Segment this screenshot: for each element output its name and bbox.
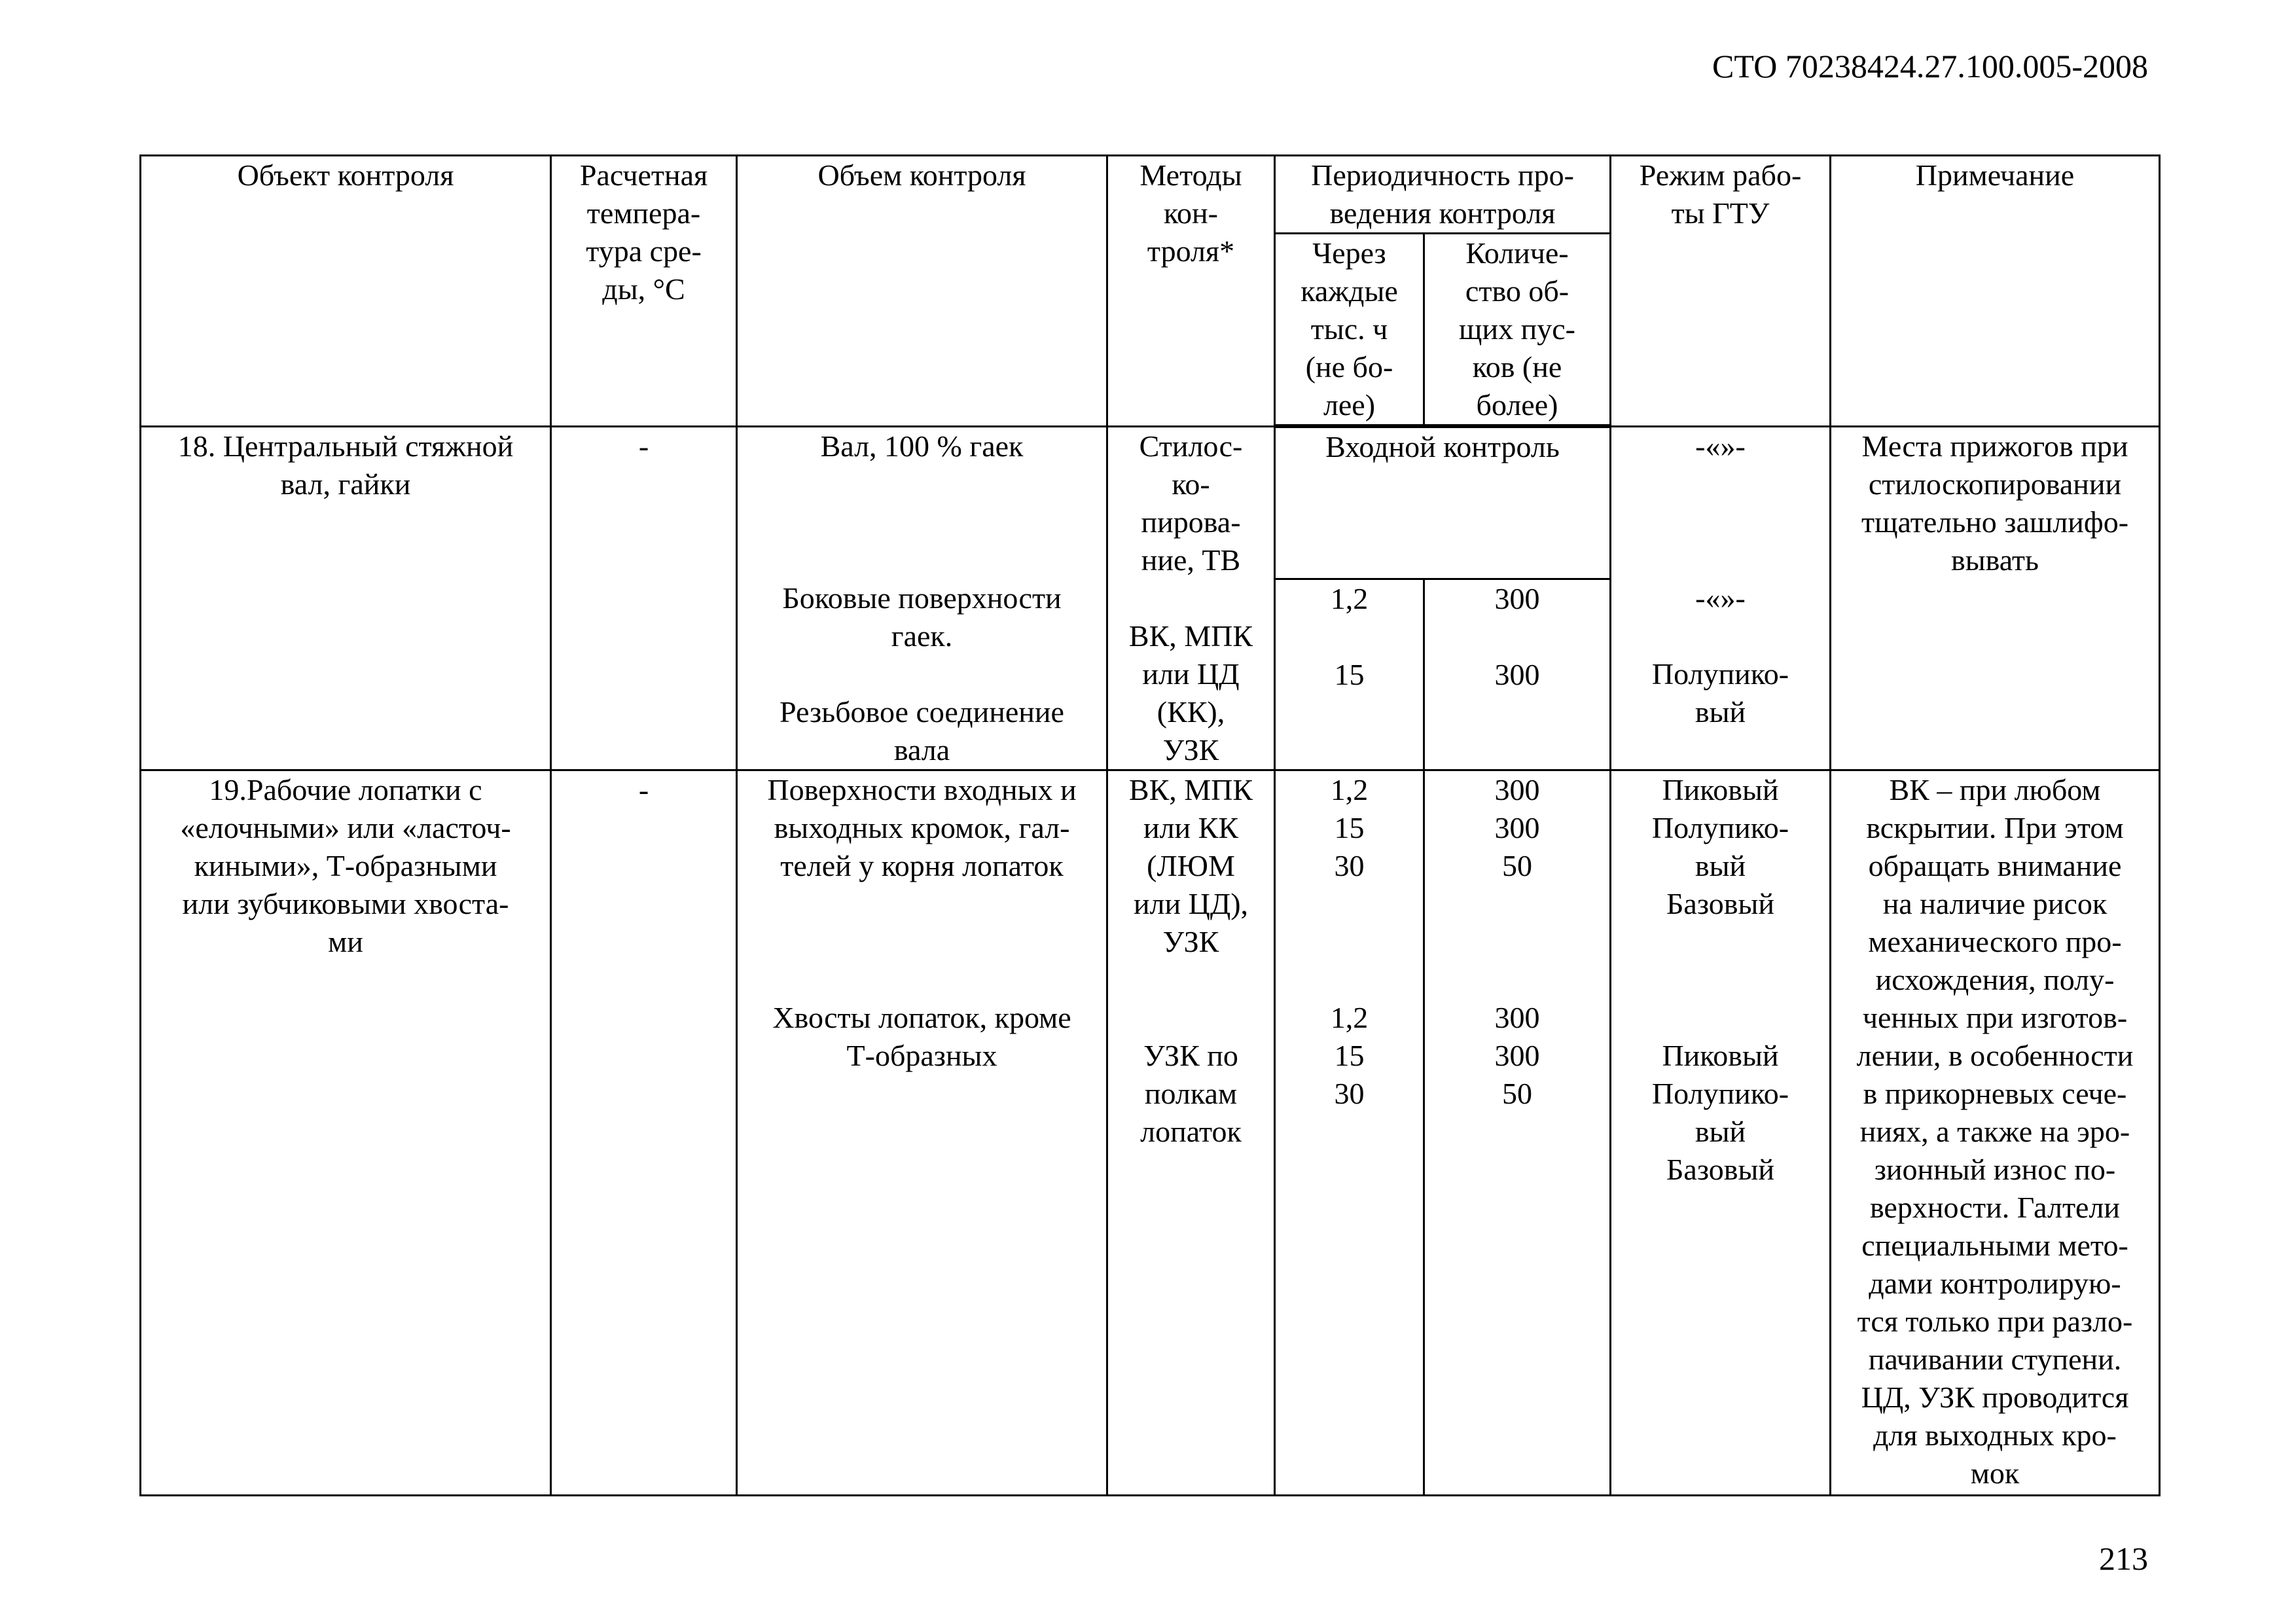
cell-text-line: Пиковый — [1662, 1038, 1779, 1072]
cell-text-line: 1,2 — [1330, 582, 1369, 615]
cell-text-line: или ЦД), — [1133, 886, 1249, 920]
blank-line — [1615, 923, 1825, 961]
cell-text-line: Базовый — [1666, 1152, 1774, 1186]
header-temperature — [551, 156, 737, 427]
page-number: 213 — [2099, 1540, 2148, 1577]
cell-text-line: каждые — [1300, 274, 1398, 308]
row18-hours-b — [1275, 579, 1424, 770]
blank-line — [742, 655, 1102, 693]
cell-text-line: более) — [1476, 388, 1558, 422]
blank-line — [1280, 961, 1419, 999]
blank-line — [1280, 618, 1419, 656]
cell-text-line: 19.Рабочие лопатки с — [209, 772, 482, 806]
cell-text-line: ми — [328, 924, 363, 958]
header-object — [141, 156, 551, 427]
cell-text-line: (КК), — [1157, 695, 1225, 729]
cell-text-line: на наличие рисок — [1882, 886, 2108, 920]
cell-text-line: тыс. ч — [1310, 312, 1388, 346]
cell-text-line: Режим рабо- — [1639, 158, 1802, 192]
cell-text-line: или ЦД — [1142, 657, 1240, 691]
row19-scope — [737, 770, 1107, 1495]
row18-object — [141, 426, 551, 770]
header-note — [1831, 156, 2160, 427]
cell-text-line: тся только при разло- — [1857, 1304, 2133, 1338]
row19-temperature: - — [551, 770, 737, 1495]
cell-text-line: -«»- — [1695, 581, 1746, 615]
cell-text-line: киными», Т-образными — [194, 848, 497, 882]
cell-text-line: 50 — [1502, 848, 1532, 882]
cell-text-line: темпера- — [586, 196, 701, 230]
cell-text-line: Резьбовое соединение — [780, 695, 1064, 729]
cell-text-line: Периодичность про- — [1311, 158, 1574, 192]
blank-line — [1429, 961, 1605, 999]
cell-text-line: гаек. — [891, 619, 953, 653]
blank-line — [1429, 618, 1605, 656]
cell-text-line: или зубчиковыми хвоста- — [182, 886, 509, 920]
blank-line — [742, 961, 1102, 999]
cell-text-line: УЗК — [1162, 732, 1219, 767]
row18-methods-a — [1107, 426, 1275, 579]
cell-text-line: вскрытии. При этом — [1866, 810, 2124, 844]
blank-line — [1615, 999, 1825, 1037]
blank-line — [1112, 999, 1270, 1037]
cell-text-line: ЦД, УЗК проводится — [1861, 1380, 2129, 1414]
cell-text-line: стилоскопировании — [1868, 467, 2122, 501]
inspection-table — [139, 154, 2161, 1496]
row18-scope-a — [737, 426, 1107, 579]
cell-text-line: 300 — [1494, 810, 1540, 844]
row18-periodicity-a: Входной контроль — [1275, 426, 1611, 579]
header-mode — [1611, 156, 1831, 427]
cell-text-line: телей у корня лопаток — [780, 848, 1064, 882]
cell-text-line: пачивании ступени. — [1868, 1342, 2122, 1376]
cell-text-line: УЗК по — [1143, 1038, 1238, 1072]
cell-text-line: вый — [1695, 695, 1746, 729]
cell-text-line: щих пус- — [1459, 312, 1575, 346]
blank-line — [742, 923, 1102, 961]
cell-text-line: Боковые поверхности — [782, 581, 1062, 615]
cell-text-line: лении, в особенности — [1856, 1038, 2134, 1072]
cell-text-line: Объект контроля — [237, 158, 454, 192]
cell-text-line: 300 — [1494, 1038, 1540, 1072]
blank-line — [742, 885, 1102, 923]
cell-text-line: вывать — [1950, 543, 2039, 577]
cell-text-line: лопаток — [1140, 1114, 1242, 1148]
cell-text-line: исхождения, полу- — [1875, 962, 2115, 996]
cell-text-line: 1,2 — [1330, 772, 1369, 806]
cell-text-line: (ЛЮМ — [1147, 848, 1235, 882]
cell-text-line: ниях, а также на эро- — [1859, 1114, 2130, 1148]
cell-text-line: 50 — [1502, 1076, 1532, 1110]
cell-text-line: обращать внимание — [1868, 848, 2122, 882]
cell-text-line: 300 — [1494, 658, 1540, 691]
cell-text-line: вый — [1695, 1114, 1746, 1148]
cell-text-line: вала — [893, 732, 950, 767]
row19-hours — [1275, 770, 1424, 1495]
header-row — [141, 156, 2160, 234]
cell-text-line: Пиковый — [1662, 772, 1779, 806]
row18-note — [1831, 426, 2160, 770]
cell-text-line: 300 — [1494, 582, 1540, 615]
cell-text-line: Через — [1312, 236, 1386, 270]
cell-text-line: вый — [1695, 848, 1746, 882]
blank-line — [1429, 885, 1605, 923]
blank-line — [1112, 579, 1270, 617]
header-periodicity — [1275, 156, 1611, 234]
cell-text-line: Расчетная — [579, 158, 708, 192]
cell-text-line: вал, гайки — [280, 467, 411, 501]
cell-text-line: или КК — [1143, 810, 1239, 844]
cell-text-line: выходных кромок, гал- — [774, 810, 1070, 844]
header-period-starts — [1424, 234, 1611, 427]
cell-text-line: дами контролирую- — [1869, 1266, 2121, 1300]
cell-text-line: для выходных кро- — [1873, 1418, 2117, 1452]
cell-text-line: 30 — [1334, 848, 1365, 882]
blank-line — [1615, 617, 1825, 655]
cell-text-line: «елочными» или «ласточ- — [180, 810, 511, 844]
row19-mode — [1611, 770, 1831, 1495]
cell-text-line: ВК – при любом — [1889, 772, 2101, 806]
cell-text-line: верхности. Галтели — [1869, 1190, 2121, 1224]
cell-text-line: ние, ТВ — [1141, 543, 1241, 577]
document-number: СТО 70238424.27.100.005-2008 — [1712, 48, 2148, 84]
cell-text-line: тщательно зашлифо- — [1861, 505, 2129, 539]
cell-text-line: зионный износ по- — [1874, 1152, 2116, 1186]
cell-text-line: Поверхности входных и — [767, 772, 1077, 806]
blank-line — [1280, 885, 1419, 923]
row18-methods-b — [1107, 579, 1275, 770]
header-scope — [737, 156, 1107, 427]
cell-text-line: (не бо- — [1305, 350, 1393, 384]
cell-text-line: тура сре- — [586, 234, 702, 268]
row18-mode-a: -«»- — [1611, 426, 1831, 579]
row18-scope-b — [737, 579, 1107, 770]
cell-text-line: Методы — [1139, 158, 1242, 192]
blank-line — [1615, 961, 1825, 999]
cell-text-line: 30 — [1334, 1076, 1365, 1110]
blank-line — [1112, 961, 1270, 999]
cell-text-line: мок — [1970, 1456, 2020, 1490]
cell-text-line: 300 — [1494, 1000, 1540, 1034]
cell-text-line: Базовый — [1666, 886, 1774, 920]
cell-text-line: ков (не — [1472, 350, 1562, 384]
row19-note — [1831, 770, 2160, 1495]
cell-text-line: ВК, МПК — [1128, 772, 1253, 806]
row19-object — [141, 770, 551, 1495]
cell-text-line: ченных при изготов- — [1862, 1000, 2128, 1034]
cell-text-line: ведения контроля — [1329, 196, 1556, 230]
cell-text-line: троля* — [1147, 234, 1235, 268]
cell-text-line: 15 — [1334, 658, 1365, 691]
cell-text-line: Т-образных — [846, 1038, 997, 1072]
cell-text-line: ВК, МПК — [1128, 619, 1253, 653]
cell-text-line: Полупико- — [1651, 810, 1789, 844]
blank-line — [1429, 923, 1605, 961]
header-methods — [1107, 156, 1275, 427]
cell-text-line: лее) — [1323, 388, 1376, 422]
cell-text-line: 1,2 — [1330, 1000, 1369, 1034]
cell-text-line: Места прижогов при — [1861, 429, 2128, 463]
cell-text-line: специальными мето- — [1861, 1228, 2128, 1262]
row19-starts — [1424, 770, 1611, 1495]
row19-methods — [1107, 770, 1275, 1495]
row18-mode-b — [1611, 579, 1831, 770]
cell-text-line: 18. Центральный стяжной — [177, 429, 514, 463]
header-period-hours — [1275, 234, 1424, 427]
cell-text-line: Примечание — [1915, 158, 2075, 192]
row18-temperature: - — [551, 426, 737, 770]
table-row — [141, 426, 2160, 579]
cell-text-line: Вал, 100 % гаек — [820, 429, 1024, 463]
cell-text-line: 15 — [1334, 810, 1365, 844]
cell-text-line: пирова- — [1141, 505, 1241, 539]
cell-text-line: в прикорневых сече- — [1863, 1076, 2127, 1110]
cell-text-line: 300 — [1494, 772, 1540, 806]
cell-text-line: Полупико- — [1651, 657, 1789, 691]
cell-text-line: Стилос- — [1139, 429, 1243, 463]
cell-text-line: 15 — [1334, 1038, 1365, 1072]
cell-text-line: механического про- — [1868, 924, 2122, 958]
cell-text-line: ты ГТУ — [1671, 196, 1770, 230]
cell-text-line: кон- — [1164, 196, 1218, 230]
cell-text-line: Хвосты лопаток, кроме — [772, 1000, 1071, 1034]
cell-text-line: ство об- — [1465, 274, 1570, 308]
blank-line — [1280, 923, 1419, 961]
cell-text-line: Объем контроля — [817, 158, 1026, 192]
cell-text-line: Количе- — [1465, 236, 1569, 270]
cell-text-line: полкам — [1144, 1076, 1238, 1110]
cell-text-line: ко- — [1172, 467, 1210, 501]
table-row — [141, 770, 2160, 1495]
cell-text-line: Полупико- — [1651, 1076, 1789, 1110]
cell-text-line: УЗК — [1162, 924, 1219, 958]
row18-starts-b — [1424, 579, 1611, 770]
cell-text-line: ды, °С — [602, 272, 685, 306]
